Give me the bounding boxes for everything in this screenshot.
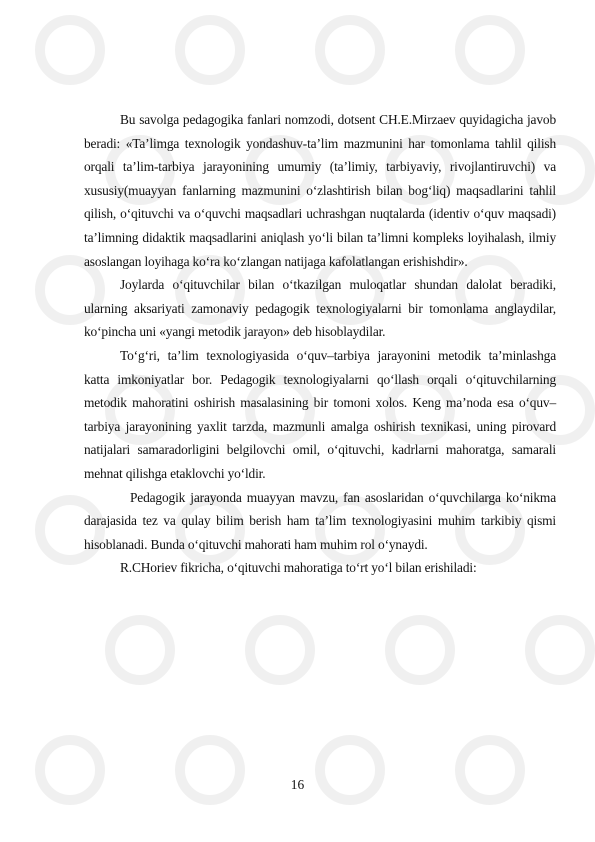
page-number: 16 bbox=[290, 777, 305, 792]
document-body bbox=[84, 108, 556, 580]
paragraph-2: Joylarda o‘qituvchilar bilan o‘tkazilgan muloqatlar shundan dalolat beradiki, ularning aksariyati zamonaviy pedagogik texnologiyalarni bir tomonlama anglaydilar, ko‘pincha uni «yangi metodik jarayon» deb hisoblaydilar. bbox=[84, 277, 556, 340]
paragraph-4: Pedagogik jarayonda muayyan mavzu, fan asoslaridan o‘quvchilarga ko‘nikma darajasida tez va qulay bilim berish ham ta’lim texnologiyasini muhim tarkibiy qismi hisoblanadi. Bunda o‘qituvchi mahorati ham muhim rol o‘ynaydi. bbox=[84, 489, 556, 552]
paragraph-5: R.CHoriev fikricha, o‘qituvchi mahoratiga to‘rt yo‘l bilan erishiladi: bbox=[120, 560, 477, 576]
paragraph-3: To‘g‘ri, ta’lim texnologiyasida o‘quv–tarbiya jarayonini metodik ta’minlashga katta imkoniyatlar bor. Pedagogik texnologiyalarni qo‘llash orqali o‘qituvchilarning metodik mahoratini oshirish masalasining bir tomoni xolos. Keng ma’noda esa o‘quv–tarbiya jarayonining yaxlit tarzda, mazmunli amalga oshirish texnikasi, uning pirovard natijalari samaradorligini belgilovchi omil, o‘qituvchi, kadrlarni mahoratga, samarali mehnat qilishga etaklovchi yo‘ldir. bbox=[84, 347, 556, 481]
paragraph-1: Bu savolga pedagogika fanlari nomzodi, dotsent CH.E.Mirzaev quyidagicha javob beradi: «Ta’limga texnologik yondashuv-ta’lim mazmunini har tomonlama tahlil qilish orqali ta’lim-tarbiya jarayonining umumiy (ta’limiy, tarbiyaviy, rivojlantiruvchi) va xususiy(muayyan fanlarning mazmunini o‘zlashtirish bilan bog‘liq) maqsadlarini tahlil qilish, o‘qituvchi va o‘quvchi maqsadlari uchrashgan nuqtalarda (identiv o‘quv maqsadi) ta’limning didaktik maqsadlarini aniqlash yo‘li bilan ta’limni kompleks loyihalash, ilmiy asoslangan loyihaga ko‘ra ko‘zlangan natijaga kafolatlangan erishishdir». bbox=[84, 112, 556, 269]
